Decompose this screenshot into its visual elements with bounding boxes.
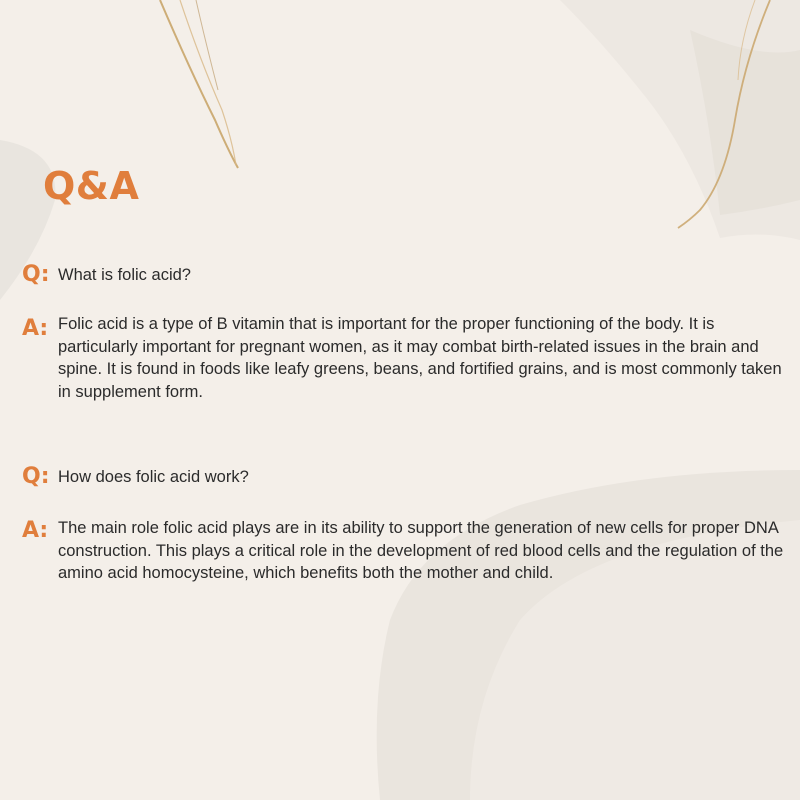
answer-marker: A:	[22, 316, 49, 341]
answer-marker: A:	[22, 518, 49, 543]
answer-text: Folic acid is a type of B vitamin that is important for the proper functioning of the body. It is particularly important for pregnant women, as it may combat birth-related issues in the brain and spine. It is found in foods like leafy greens, beans, and fortified grains, and is most commonly taken in supplement form.	[58, 315, 782, 401]
question-marker: Q:	[22, 262, 50, 287]
page-title: Q&A	[43, 164, 140, 208]
question-text: What is folic acid?	[58, 266, 191, 284]
question-marker: Q:	[22, 464, 50, 489]
question-text: How does folic acid work?	[58, 468, 249, 486]
answer-text: The main role folic acid plays are in its ability to support the generation of new cells for proper DNA construction. This plays a critical role in the development of red blood cells and the regulation of the amino acid homocysteine, which benefits both the mother and child.	[58, 519, 784, 582]
